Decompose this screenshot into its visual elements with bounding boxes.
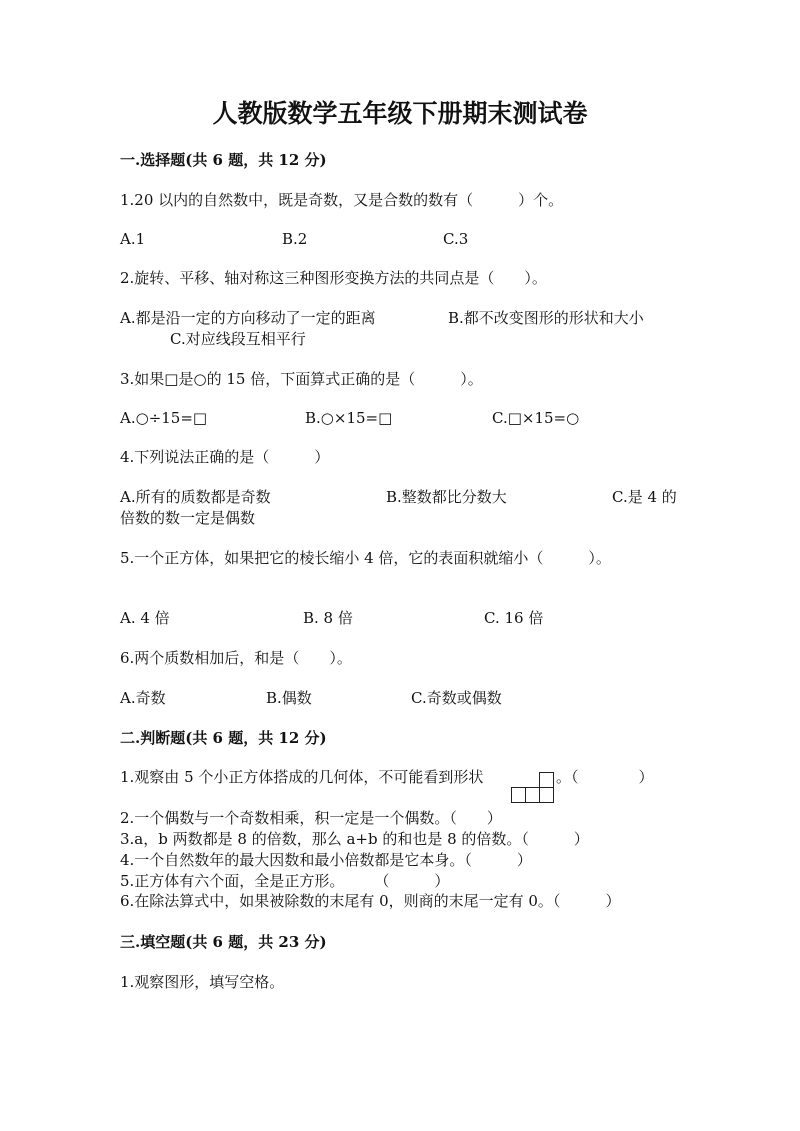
cube-shape-figure (509, 770, 555, 804)
option-c: C.□×15=○ (492, 409, 580, 427)
question-stem: 5.一个正方体，如果把它的棱长缩小 4 倍，它的表面积就缩小（ ）。 (120, 549, 611, 567)
question-stem: 4.下列说法正确的是（ ） (120, 448, 330, 466)
option-b: B.2 (282, 230, 308, 248)
question-stem: 1.20 以内的自然数中，既是奇数，又是合数的数有（ ）个。 (120, 191, 564, 209)
question-stem: 6.两个质数相加后，和是（ ）。 (120, 649, 352, 667)
question-stem: 2.旋转、平移、轴对称这三种图形变换方法的共同点是（ ）。 (120, 269, 547, 287)
option-c: C.奇数或偶数 (411, 689, 502, 707)
option-a: A. 4 倍 (120, 609, 170, 627)
section-heading-judge: 二.判断题(共 6 题，共 12 分) (120, 729, 327, 747)
section-heading-choice: 一.选择题(共 6 题，共 12 分) (120, 151, 327, 169)
fill-question: 1.观察图形，填写空格。 (120, 973, 285, 991)
option-c: C. 16 倍 (484, 609, 544, 627)
option-b: B.偶数 (266, 689, 312, 707)
option-a: A.○÷15=□ (120, 409, 208, 427)
option-c-continued: 倍数的数一定是偶数 (120, 509, 256, 527)
option-a: A.所有的质数都是奇数 (120, 488, 271, 506)
question-stem: 3.如果□是○的 15 倍，下面算式正确的是（ ）。 (120, 370, 483, 388)
option-b: B.整数都比分数大 (386, 488, 507, 506)
judge-question: 4.一个自然数年的最大因数和最小倍数都是它本身。（ ） (120, 851, 532, 869)
option-c: C.对应线段互相平行 (170, 330, 306, 348)
judge-question: 5.正方体有六个面，全是正方形。 （ ） (120, 872, 450, 890)
option-c: C.是 4 的 (612, 488, 677, 506)
judge-question: 2.一个偶数与一个奇数相乘，积一定是一个偶数。（ ） (120, 809, 502, 827)
answer-bracket: 。（ ） (556, 768, 654, 786)
option-a: A.都是沿一定的方向移动了一定的距离 (120, 309, 376, 327)
judge-question-part: 1.观察由 5 个小正方体搭成的几何体，不可能看到形状 (120, 768, 484, 786)
section-heading-fill: 三.填空题(共 6 题，共 23 分) (120, 933, 327, 951)
option-c: C.3 (443, 230, 469, 248)
option-a: A.1 (120, 230, 146, 248)
option-b: B.○×15=□ (305, 409, 393, 427)
option-b: B. 8 倍 (303, 609, 353, 627)
judge-question: 3.a，b 两数都是 8 的倍数，那么 a+b 的和也是 8 的倍数。（ ） (120, 830, 589, 848)
option-a: A.奇数 (120, 689, 166, 707)
option-b: B.都不改变图形的形状和大小 (448, 309, 644, 327)
judge-question: 6.在除法算式中，如果被除数的末尾有 0，则商的末尾一定有 0。（ ） (120, 892, 621, 910)
page-title: 人教版数学五年级下册期末测试卷 (212, 99, 588, 128)
